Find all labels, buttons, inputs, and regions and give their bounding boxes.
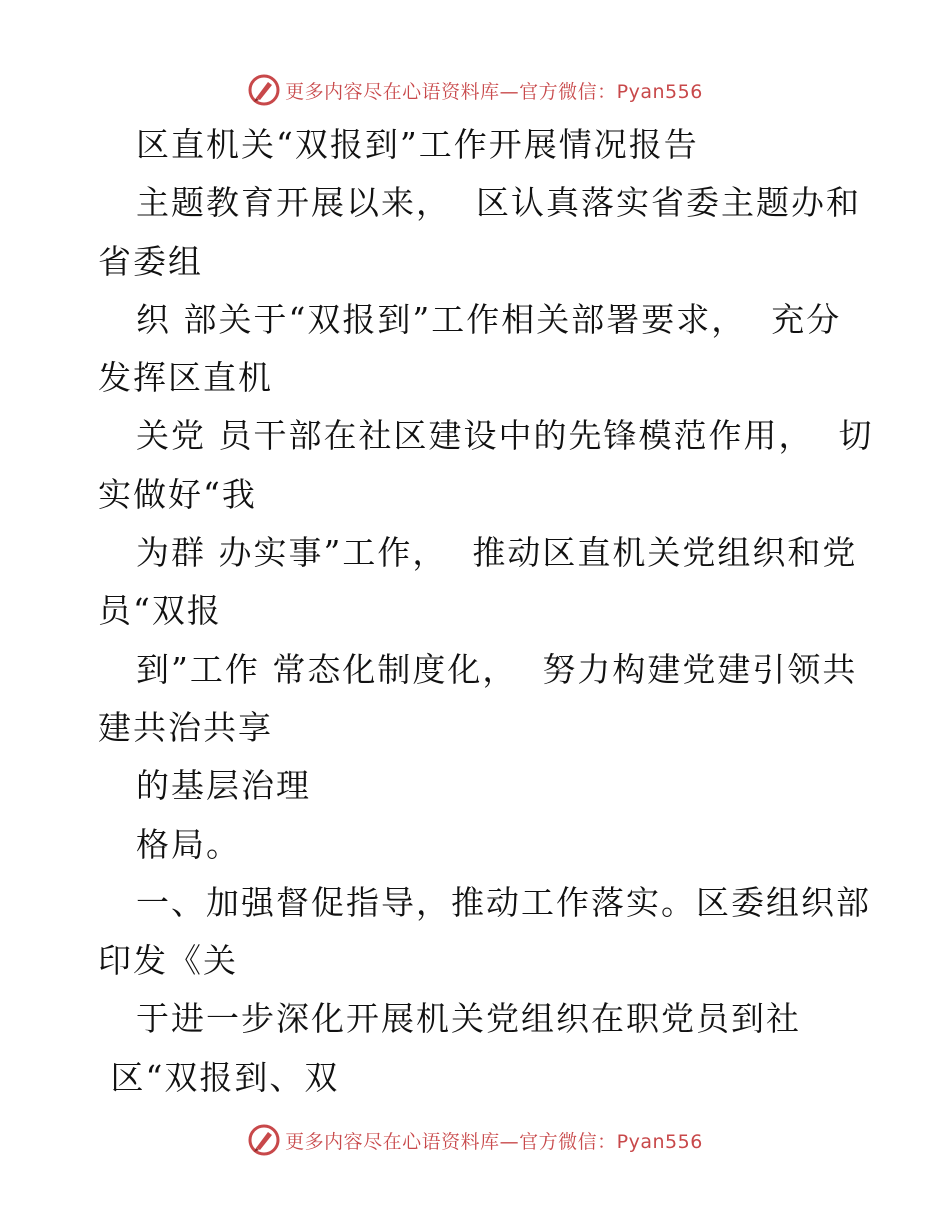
document-body [98, 116, 874, 1107]
text-line: 实做好“我 [98, 474, 257, 514]
text-line: 印发《关 [98, 941, 238, 981]
text-line: 于进一步深化开展机关党组织在职党员到社 [136, 999, 801, 1039]
text-line: 发挥区直机 [98, 358, 273, 398]
text-line: 到”工作 常态化制度化， 努力构建党建引领共 [136, 649, 858, 689]
document-title: 区直机关“双报到”工作开展情况报告 [136, 125, 699, 164]
text-line: 建共治共享 [98, 707, 273, 747]
text-line: 一、加强督促指导，推动工作落实。区委组织部 [136, 882, 871, 922]
text-line: 关党 员干部在社区建设中的先锋模范作用， 切 [136, 416, 874, 456]
pen-circle-logo-icon [247, 1123, 281, 1157]
text-line: 为群 办实事”工作， 推动区直机关党组织和党 [136, 533, 858, 573]
watermark-text: 更多内容尽在心语资料库—官方微信：Pyan556 [285, 80, 703, 103]
text-line: 员“双报 [98, 591, 222, 631]
watermark-banner-bottom [0, 1120, 950, 1160]
watermark-text: 更多内容尽在心语资料库—官方微信：Pyan556 [285, 1130, 703, 1153]
text-line: 织 部关于“双报到”工作相关部署要求， 充分 [136, 299, 842, 339]
text-line: 的基层治理 [136, 766, 311, 806]
text-line: 区“双报到、双 [98, 1057, 340, 1097]
watermark-banner-top [0, 70, 950, 110]
pen-circle-logo-icon [247, 73, 281, 107]
text-line: 格局。 [136, 824, 241, 864]
text-line: 省委组 [98, 241, 203, 281]
text-line: 主题教育开展以来， 区认真落实省委主题办和 [136, 183, 861, 223]
